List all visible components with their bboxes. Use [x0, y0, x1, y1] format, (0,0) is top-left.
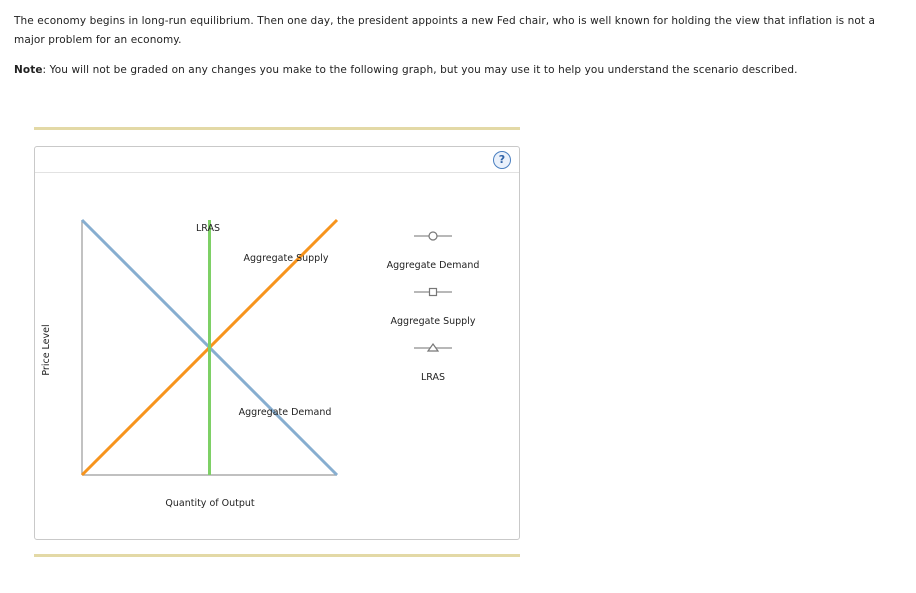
legend-item-aggregate-demand: [387, 232, 480, 271]
note-label: Note: [14, 64, 43, 76]
legend-circle-marker: [429, 232, 437, 240]
intro-paragraph: The economy begins in long-run equilibrium. Then one day, the president appoints a new Fed chair, who is well known for holding the view that inflation is not a major problem for an economy.: [14, 15, 876, 46]
line-label-lras: LRAS: [195, 223, 221, 234]
bottom-divider: [34, 554, 520, 557]
legend-label: Aggregate Supply: [390, 316, 476, 327]
chart-line-labels: [196, 223, 331, 418]
x-axis-label: Quantity of Output: [165, 498, 255, 509]
legend-item-lras: [414, 344, 452, 383]
line-label-aggregate-supply: Aggregate Supply: [243, 253, 329, 264]
legend-label: LRAS: [420, 372, 446, 383]
legend-square-marker: [430, 289, 437, 296]
chart-legend: [387, 232, 480, 383]
legend-item-aggregate-supply: [391, 289, 476, 328]
legend-label: Aggregate Demand: [386, 260, 480, 271]
y-axis-label: Price Level: [41, 324, 52, 376]
help-button[interactable]: ?: [493, 151, 511, 169]
line-label-aggregate-demand: Aggregate Demand: [238, 407, 332, 418]
note-text: : You will not be graded on any changes you make to the following graph, but you may use it to help you understand the scenario described.: [42, 64, 798, 76]
